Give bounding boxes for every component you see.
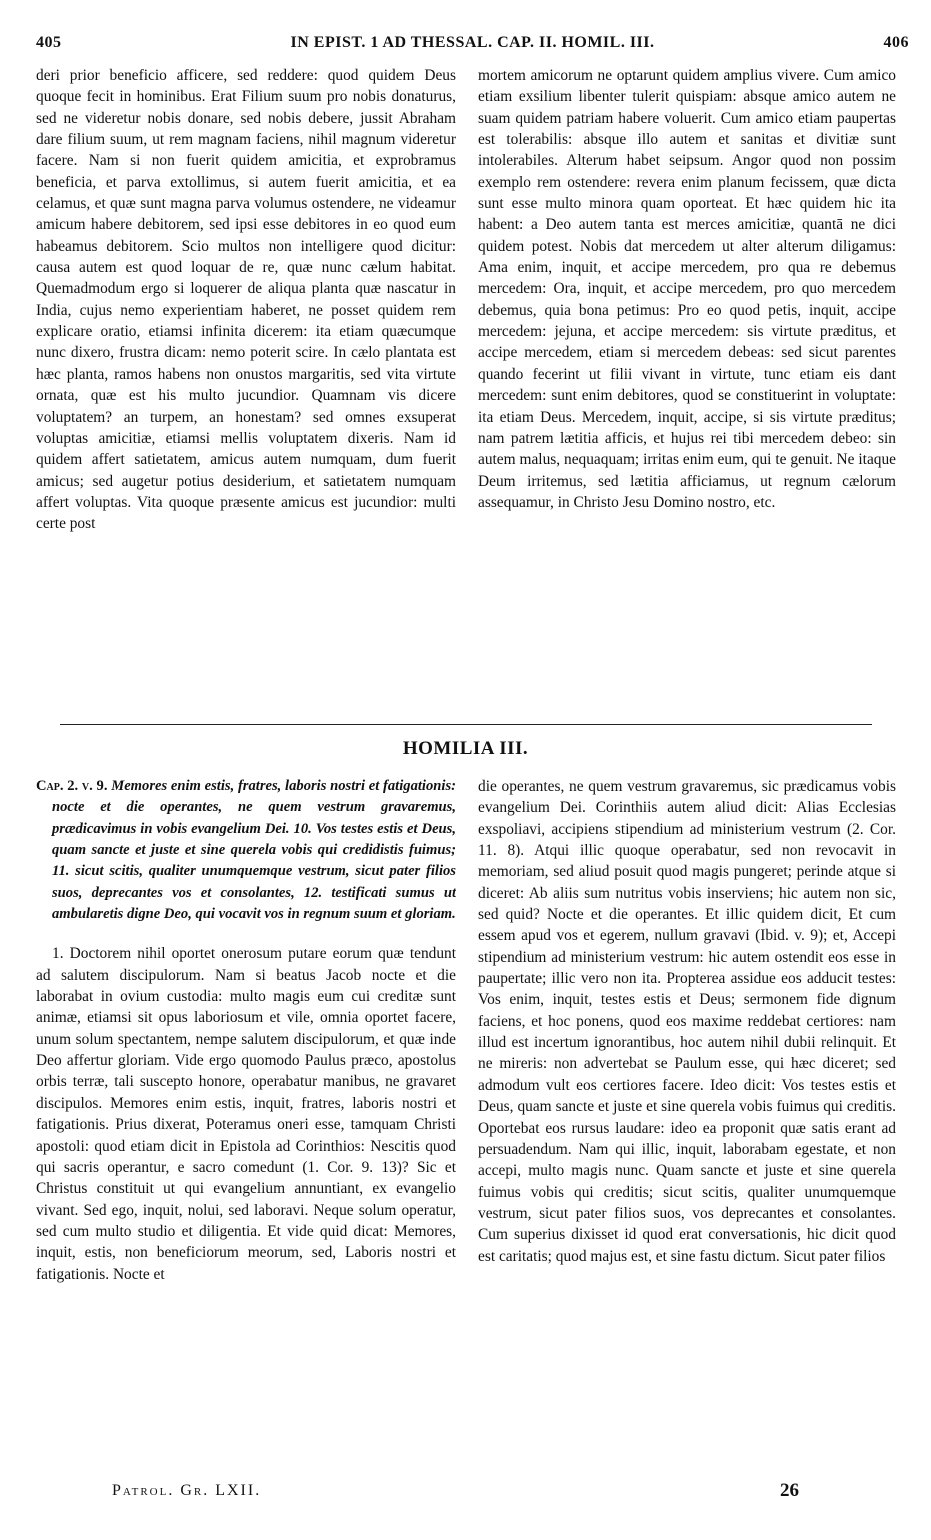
- bottom-right-column: [478, 776, 896, 1471]
- section-1-text: 1. Doctorem nihil oportet onerosum putare eorum quæ tendunt ad salutem discipulorum. Nam si beatus Jacob nocte et die laborabat in ovium custodia: multo magis eum cui creditæ sunt animæ, etiamsi sit opus laboriosum et vile, omnia oportet facere, unum solum spectantem, nempe salutem discipulorum, et quæ inde Deo affertur gloriam. Vide ergo quomodo Paulus præco, apostolus orbis terræ, tali suscepto honore, operabatur manibus, ne gravaret discipulos. Memores enim estis, inquit, fratres, laboris nostri et fatigationis. Prius dixerat, Poteramus oneri esse, tamquam Christi apostoli: quod etiam dicit in Epistola ad Corinthios: Nescitis quod qui sacris operantur, e sacro comedunt (1. Cor. 9. 13)? Sic et Christus constituit ut qui evangelium annuntiant, ex evangelio vivant. Sed ego, inquit, nolui, sed laboravi. Neque solum operatur, sed cum multo studio et diligentia. Et vide quid dicat: Memores, inquit, estis, non beneficiorum meorum, sed, Laboris nostri et fatigationis. Nocte et: [36, 945, 456, 1283]
- chapter-summary: [36, 776, 456, 925]
- running-header: [36, 34, 909, 56]
- bottom-left-column: [36, 776, 456, 1471]
- bottom-right-text: die operantes, ne quem vestrum gravaremus, sic prædicamus vobis evangelium Dei. Corinthiis autem aliud dicit: Alias Ecclesias exspoliavi, accipiens stipendium ad ministerium vestrum (2. Cor. 11. 8). Atqui illic quoque operabatur, sed non revocavit in memoriam, sed aliud posuit quod magis pungeret; perinde atque si diceret: Ab aliis sum nutritus vobis inserviens; hic autem non sic, sed quid? Nocte et die operantes. Et illic quidem dicit, Et cum essem apud vos et egerem, nullum gravavi (Ibid. v. 9); et, Accepi stipendium ad ministerium vestrum: hic autem ostendit eos esse in paupertate; illic vero non ita. Propterea assidue eos adducit testes: Vos enim, inquit, testes estis et Deus; sermonem fide dignum faciens, et hoc ponens, quod eos maxime reddebat certiores: nam illud est incertum ignorantibus, hoc autem nihil dubii relinquit. Et ne mireris: non advertebat se Paulum esse, qui hæc diceret; sed admodum vult eos certiores facere. Ideo dicit: Vos testes estis et Deus, quam sancte et juste et sine querela vobis fuimus qui creditis. Oportebat eos rursus laudare: ideo ea proponit quæ satis erant ad persuadendum. Nam qui illic, inquit, laborabam egestate, et non accepi, multo magis nunc. Quam sancte et juste et sine querela fuimus vobis qui creditis; sicut scitis, qualiter unumquemque vestrum, sicut pater filios suos, vos deprecantes et consolantes. Cum superius dixisset id quod erat conversationis, hic dicit quod est caritatis; quod majus est, et sine fastu dictum. Sicut pater filios: [478, 778, 896, 1265]
- running-title: IN EPIST. 1 AD THESSAL. CAP. II. HOMIL. III.: [290, 34, 655, 51]
- signature-mark: Patrol. Gr. LXII.: [112, 1482, 262, 1499]
- top-left-column: [36, 65, 456, 715]
- chapter-reference: Cap. 2. v. 9.: [36, 778, 108, 794]
- right-page-number: 406: [883, 34, 909, 51]
- left-page-number: 405: [36, 34, 62, 51]
- summary-text: Memores enim estis, fratres, laboris nostri et fatigationis: nocte et die operantes, ne quem vestrum gravaremus, prædicavimus in vobis evangelium Dei. 10. Vos testes estis et Deus, quam sancte et juste et sine querela vobis qui credidistis fuimus; 11. sicut scitis, qualiter unumquemque vestrum, sicut pater filios suos, deprecantes vos et consolantes, 12. testificati sumus ut ambularetis digne Deo, qui vocavit vos in regnum suum et gloriam.: [52, 778, 456, 923]
- section-divider: [60, 724, 872, 725]
- top-right-column: [478, 65, 896, 715]
- signature-number: 26: [780, 1480, 799, 1501]
- top-left-text: deri prior beneficio afficere, sed reddere: quod quidem Deus quoque fecit in hominibus. Erat Filium suum pro nobis donaturus, sed ne videretur nobis donare, sed nobis debere, jussit Abraham dare filium suum, ut rem magnam faciens, nihil magnum videretur facere. Nam si non fuerit quidem amicitia, et exprobramus beneficia, et parva extollimus, si autem fuerit amicitia, et ea celamus, et quæ sunt magna parva volumus ostendere, ne videamur amicum habere debitorem, sed ipsi esse debitores in eo quod eum habeamus debitorem. Scio multos non intelligere quod dicitur: causa autem est quod loquar de re, quæ nunc cælum habitat. Quemadmodum ergo si loquerer de aliqua planta quæ nascatur in India, cujus nemo experientiam haberet, ne posset quidem rem explicare oratio, etiamsi infinita dicerem: ita etiam quæcumque nunc dixero, frustra dicam: nemo poterit scire. In cælo plantata est hæc planta, ramos habens non onustos margaritis, sed vita virtute ornata, quæ est his multo jucundior. Quamnam vis dicere voluptatem? an turpem, an honestam? sed omnes exsuperat voluptas amicitiæ, etiamsi mellis voluptatem dixeris. Nam id quidem affert satietatem, amicus autem numquam, dum fuerit amicus; sed augetur potius desiderium, et satietatem numquam affert voluptas. Vita quoque præsente amicus est jucundior: multi certe post: [36, 67, 456, 533]
- homily-title: HOMILIA III.: [402, 738, 529, 759]
- top-right-text: mortem amicorum ne optarunt quidem amplius vivere. Cum amico etiam exsilium libenter tulerit quispiam: absque amico autem ne suam quidem patriam habere voluerit. Cum amico etiam paupertas est tolerabilis: absque illo autem et sanitas et divitiæ sunt intolerabiles. Alterum habet seipsum. Angor quod non possim exemplo rem ostendere: revera enim planum fecissem, quæ dicta sunt esse multo minora quam oporteat. Et hæc quidem hic ita habent: a Deo autem tanta est merces amicitiæ, quantā ne dici quidem potest. Nobis dat mercedem ut alter alterum diligamus: Ama enim, inquit, et accipe mercedem, pro qua re debemus mercedem: Ora, inquit, et accipe mercedem, pro quo mercedem debemus, quia bona petimus: Pro eo quod petis, inquit, accipe mercedem: jejuna, et accipe mercedem: sis virtute præditus, et accipe mercedem, etiam si mercedem debeas: sed sicut parentes quando fecerint ut filii vivant in virtute, tunc etiam eis dant mercedem: sunt enim debitores, quod se constituerint in voluptate: ita etiam Deus. Mercedem, inquit, accipe, si sis virtute præditus; nam patrem lætitia afficis, et hujus rei tibi mercedem debeo: sin autem malus, nequaquam; irritas enim eum, qui te genuit. Ne itaque Deum irritemus, sed lætitia afficiamus, ut regnum cælorum assequamur, in Christo Jesu Domino nostro, etc.: [478, 67, 896, 511]
